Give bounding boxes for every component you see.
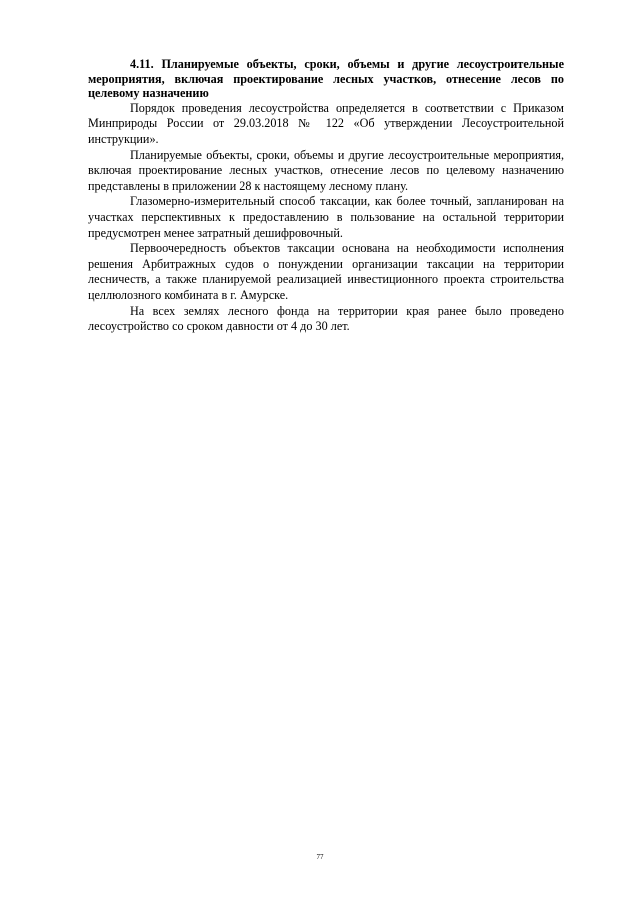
page-number: 77 bbox=[316, 853, 324, 861]
paragraph-planned-objects: Планируемые объекты, сроки, объемы и другие лесоустроительные мероприятия, включая проектирование лесных участков, отнесение лесов по целевому назначению представлены в приложении 28 к настоящему лесному плану. bbox=[88, 147, 564, 193]
paragraph-history: На всех землях лесного фонда на территории края ранее было проведено лесоустройство со сроком давности от 4 до 30 лет. bbox=[88, 303, 564, 334]
section-heading: 4.11. Планируемые объекты, сроки, объемы и другие лесоустроительные мероприятия, включая проектирование лесных участков, отнесение лесов по целевому назначению bbox=[88, 57, 564, 101]
paragraph-priority: Первоочередность объектов таксации основана на необходимости исполнения решения Арбитражных судов о понуждении организации таксации на территории лесничеств, а также планируемой реализацией инвестиционного проекта строительства целлюлозного комбината в г. Амурске. bbox=[88, 241, 564, 302]
page-content bbox=[88, 57, 564, 335]
paragraph-procedure: Порядок проведения лесоустройства определяется в соответствии с Приказом Минприроды России от 29.03.2018 № 122 «Об утверждении Лесоустроительной инструкции». bbox=[88, 100, 564, 146]
paragraph-taxation-method: Глазомерно-измерительный способ таксации, как более точный, запланирован на участках перспективных к предоставлению в пользование на остальной территории предусмотрен менее затратный дешифровочный. bbox=[88, 194, 564, 240]
